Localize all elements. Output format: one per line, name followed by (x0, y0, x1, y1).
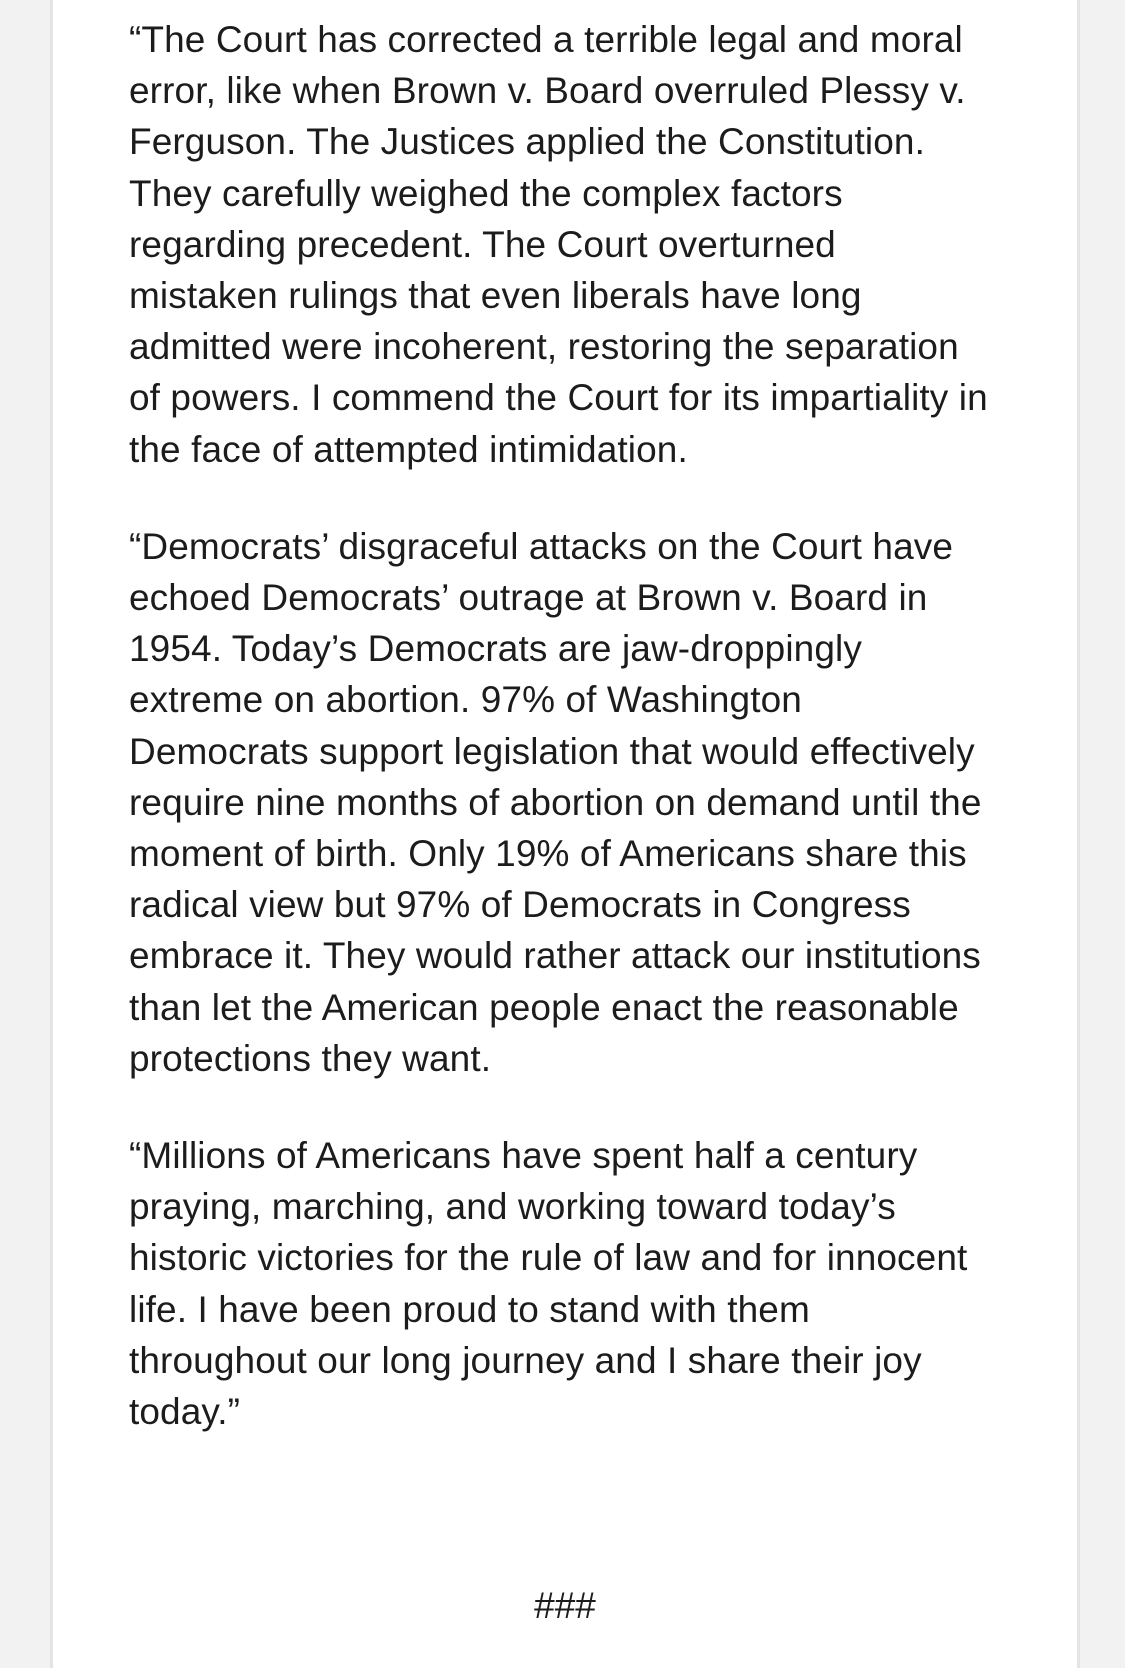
paragraph-court-corrected-error: “The Court has corrected a terrible legal and moral error, like when Brown v. Board overruled Plessy v. Ferguson. The Justices applied the Constitution. They carefully weighed the complex factors regarding precedent. The Court overturned mistaken rulings that even liberals have long admitted were incoherent, restoring the separation of powers. I commend the Court for its impartiality in the face of attempted intimidation. (129, 19, 988, 470)
statement-body (129, 14, 989, 1483)
end-of-release-mark: ### (534, 1585, 596, 1626)
paragraph-millions-of-americans: “Millions of Americans have spent half a century praying, marching, and working toward today’s historic victories for the rule of law and for innocent life. I have been proud to stand with them throughout our long journey and I share their joy today.” (129, 1135, 968, 1433)
paragraph-democrats-attacks: “Democrats’ disgraceful attacks on the Court have echoed Democrats’ outrage at Brown v. Board in 1954. Today’s Democrats are jaw-droppingly extreme on abortion. 97% of Washington Democrats support legislation that would effectively require nine months of abortion on demand until the moment of birth. Only 19% of Americans share this radical view but 97% of Democrats in Congress embrace it. They would rather attack our institutions than let the American people enact the reasonable protections they want. (129, 525, 982, 1079)
document-page (50, 0, 1080, 1668)
